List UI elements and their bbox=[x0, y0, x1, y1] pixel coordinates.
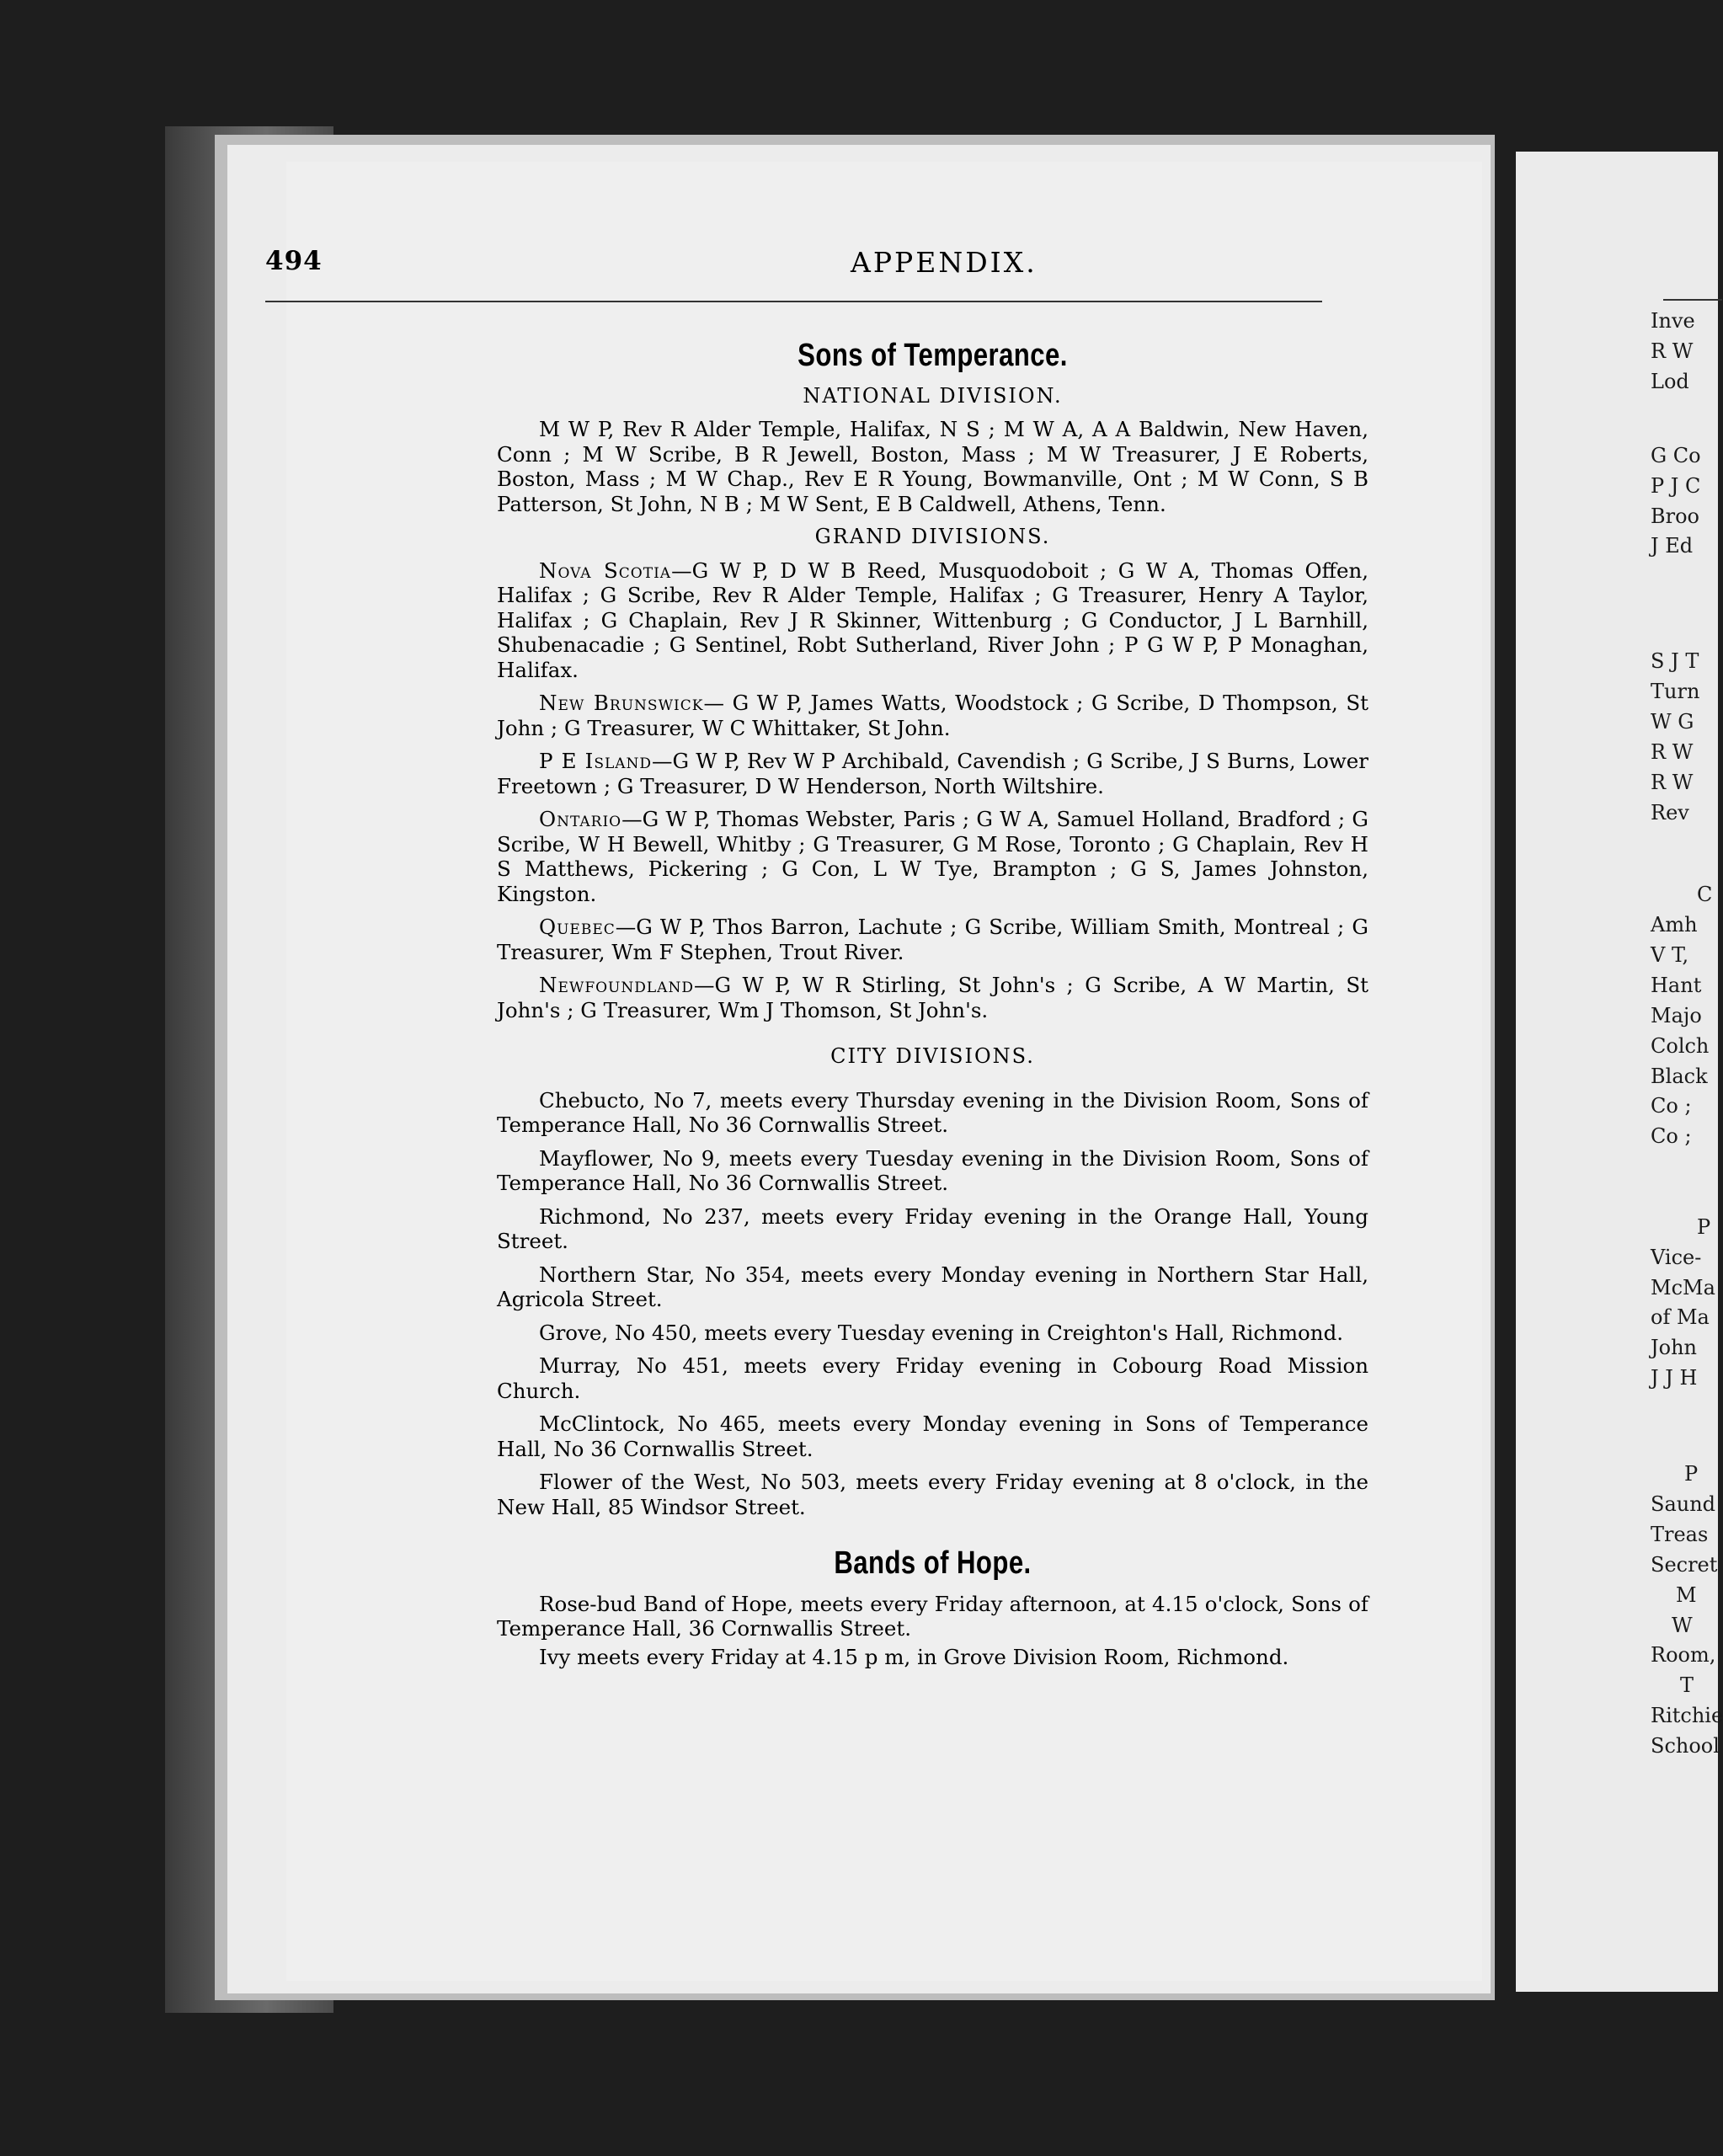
right-page-head-rule bbox=[1663, 299, 1722, 301]
right-page-line-fragment: Turn bbox=[1651, 680, 1700, 704]
right-page-line-fragment: T bbox=[1680, 1673, 1694, 1698]
running-head-title: APPENDIX. bbox=[851, 246, 1038, 279]
city-division-entry: Flower of the West, No 503, meets every Friday evening at 8 o'clock, in the New Hall, 85 Windsor Street. bbox=[497, 1470, 1368, 1519]
right-page-line-fragment: Rev bbox=[1651, 800, 1689, 825]
section-title-sons: Sons of Temperance. bbox=[797, 338, 1068, 373]
city-division-entry: Grove, No 450, meets every Tuesday evening in Creighton's Hall, Richmond. bbox=[539, 1320, 1344, 1345]
right-page-line-fragment: Co ; bbox=[1651, 1124, 1692, 1149]
right-page-line-fragment: J Ed bbox=[1651, 534, 1694, 558]
head-rule bbox=[265, 301, 1322, 302]
grand-division-name: P E Island bbox=[539, 749, 653, 773]
right-page-line-fragment: Saund bbox=[1651, 1492, 1716, 1517]
city-divisions-list bbox=[497, 1088, 1368, 1520]
right-page-line-fragment: Inve bbox=[1651, 309, 1695, 334]
heading-national-division: NATIONAL DIVISION. bbox=[803, 383, 1063, 408]
right-page-line-fragment: Black bbox=[1651, 1064, 1708, 1088]
bands-entry: Rose-bud Band of Hope, meets every Friday afternoon, at 4.15 o'clock, Sons of Temperance Hall, 36 Cornwallis Street. bbox=[497, 1591, 1368, 1641]
page-number: 494 bbox=[265, 246, 323, 276]
right-page-line-fragment: Secret bbox=[1651, 1552, 1718, 1577]
bands-of-hope-list bbox=[497, 1592, 1368, 1670]
grand-division-officers: —G W P, D W B Reed, Musquodoboit ; G W A, Thomas Offen, Halifax ; G Scribe, Rev R Alder Temple, Halifax ; G Treasurer, Henry A Taylor, Halifax ; G Chaplain, Rev J R Skinner, Wittenburg ; G Conductor, J L Barnhill, Shubenacadie ; G Sentinel, Robt Sutherland, River John ; P G W P, P Monaghan, Halifax. bbox=[497, 558, 1369, 682]
right-page-line-fragment: School bbox=[1651, 1734, 1720, 1758]
city-division-entry: Richmond, No 237, meets every Friday evening in the Orange Hall, Young Street. bbox=[497, 1203, 1368, 1253]
right-page-line-fragment: Ritchie bbox=[1651, 1704, 1723, 1728]
grand-division-entry bbox=[497, 749, 1368, 798]
heading-grand-divisions: GRAND DIVISIONS. bbox=[814, 525, 1051, 548]
grand-division-entry bbox=[497, 915, 1368, 964]
grand-division-officers: —G W P, Rev W P Archibald, Cavendish ; G Scribe, J S Burns, Lower Freetown ; G Treasurer, D W Henderson, North Wiltshire. bbox=[497, 749, 1368, 798]
city-division-entry: Murray, No 451, meets every Friday evening in Cobourg Road Mission Church. bbox=[497, 1353, 1368, 1403]
page-content bbox=[497, 338, 1369, 1678]
grand-division-entry bbox=[497, 807, 1368, 906]
right-page-line-fragment: R W bbox=[1651, 339, 1694, 363]
right-page-line-fragment: McMa bbox=[1651, 1275, 1715, 1299]
running-head bbox=[265, 246, 1326, 288]
grand-divisions-list bbox=[497, 558, 1368, 1023]
right-page-line-fragment: Broo bbox=[1651, 504, 1700, 528]
city-division-entry: Mayflower, No 9, meets every Tuesday evening in the Division Room, Sons of Temperance Hall, No 36 Cornwallis Street. bbox=[497, 1145, 1368, 1195]
grand-division-officers: —G W P, Thomas Webster, Paris ; G W A, Samuel Holland, Bradford ; G Scribe, W H Bewell, Whitby ; G Treasurer, G M Rose, Toronto ; G Chaplain, Rev H S Matthews, Pickering ; G Con, L W Tye, Brampton ; G S, James Johnston, Kingston. bbox=[497, 807, 1368, 906]
grand-division-entry bbox=[497, 558, 1368, 683]
right-page-line-fragment: C bbox=[1697, 883, 1713, 907]
right-page-line-fragment: M bbox=[1676, 1582, 1697, 1607]
grand-division-name: Quebec bbox=[539, 915, 616, 939]
city-division-entry: Northern Star, No 354, meets every Monday evening in Northern Star Hall, Agricola Street. bbox=[497, 1262, 1368, 1311]
grand-division-name: Nova Scotia bbox=[539, 558, 672, 583]
right-page-line-fragment: P bbox=[1684, 1462, 1699, 1486]
right-page-line-fragment: Co ; bbox=[1651, 1094, 1692, 1118]
grand-division-name: New Brunswick bbox=[539, 691, 704, 715]
right-page-line-fragment: W bbox=[1672, 1613, 1693, 1637]
grand-division-name: Newfoundland bbox=[539, 973, 694, 997]
grand-division-officers: — G W P, James Watts, Woodstock ; G Scribe, D Thompson, St John ; G Treasurer, W C Whittaker, St John. bbox=[497, 691, 1369, 740]
city-division-entry: McClintock, No 465, meets every Monday evening in Sons of Temperance Hall, No 36 Cornwallis Street. bbox=[497, 1412, 1368, 1461]
grand-division-entry bbox=[497, 691, 1368, 740]
right-page-line-fragment: Colch bbox=[1651, 1033, 1710, 1058]
right-page-line-fragment: of Ma bbox=[1651, 1305, 1710, 1330]
grand-division-officers: —G W P, Thos Barron, Lachute ; G Scribe, William Smith, Montreal ; G Treasurer, Wm F Stephen, Trout River. bbox=[497, 915, 1368, 964]
section-title-bands: Bands of Hope. bbox=[834, 1545, 1032, 1581]
right-page-line-fragment: John bbox=[1651, 1336, 1697, 1360]
right-page-line-fragment: Treas bbox=[1651, 1523, 1709, 1547]
right-page-line-fragment: R W bbox=[1651, 739, 1694, 764]
right-page-line-fragment: R W bbox=[1651, 770, 1694, 794]
bands-entry: Ivy meets every Friday at 4.15 p m, in Grove Division Room, Richmond. bbox=[539, 1644, 1289, 1669]
right-page-line-fragment: Amh bbox=[1651, 913, 1698, 937]
grand-division-name: Ontario bbox=[539, 807, 622, 831]
right-page-line-fragment: P bbox=[1697, 1214, 1711, 1239]
right-page-line-fragment: S J T bbox=[1651, 649, 1699, 674]
right-page-line-fragment: G Co bbox=[1651, 443, 1701, 467]
right-page-line-fragment: Hant bbox=[1651, 974, 1702, 998]
right-page-line-fragment: V T, bbox=[1651, 943, 1689, 968]
grand-division-entry bbox=[497, 973, 1368, 1022]
right-page-line-fragment: Majo bbox=[1651, 1003, 1702, 1027]
national-division-text: M W P, Rev R Alder Temple, Halifax, N S ; M W A, A A Baldwin, New Haven, Conn ; M W Scribe, B R Jewell, Boston, Mass ; M W Treasurer, J E Roberts, Boston, Mass ; M W Chap., Rev E R Young, Bowmanville, Ont ; M W Conn, S B Patterson, St John, N B ; M W Sent, E B Caldwell, Athens, Tenn. bbox=[497, 417, 1368, 516]
right-page-line-fragment: P J C bbox=[1651, 473, 1701, 498]
right-page-fragment bbox=[1516, 152, 1723, 1992]
city-division-entry: Chebucto, No 7, meets every Thursday evening in the Division Room, Sons of Temperance Hall, No 36 Cornwallis Street. bbox=[497, 1087, 1368, 1137]
right-page-line-fragment: Lod bbox=[1651, 369, 1689, 393]
right-page-line-fragment: Room, bbox=[1651, 1643, 1716, 1668]
right-page-line-fragment: W G bbox=[1651, 710, 1694, 734]
heading-city-divisions: CITY DIVISIONS. bbox=[830, 1044, 1035, 1068]
grand-division-officers: —G W P, W R Stirling, St John's ; G Scribe, A W Martin, St John's ; G Treasurer, Wm J Thomson, St John's. bbox=[497, 973, 1368, 1022]
right-page-line-fragment: J J H bbox=[1651, 1366, 1698, 1390]
right-page-line-fragment: Vice- bbox=[1651, 1245, 1702, 1269]
